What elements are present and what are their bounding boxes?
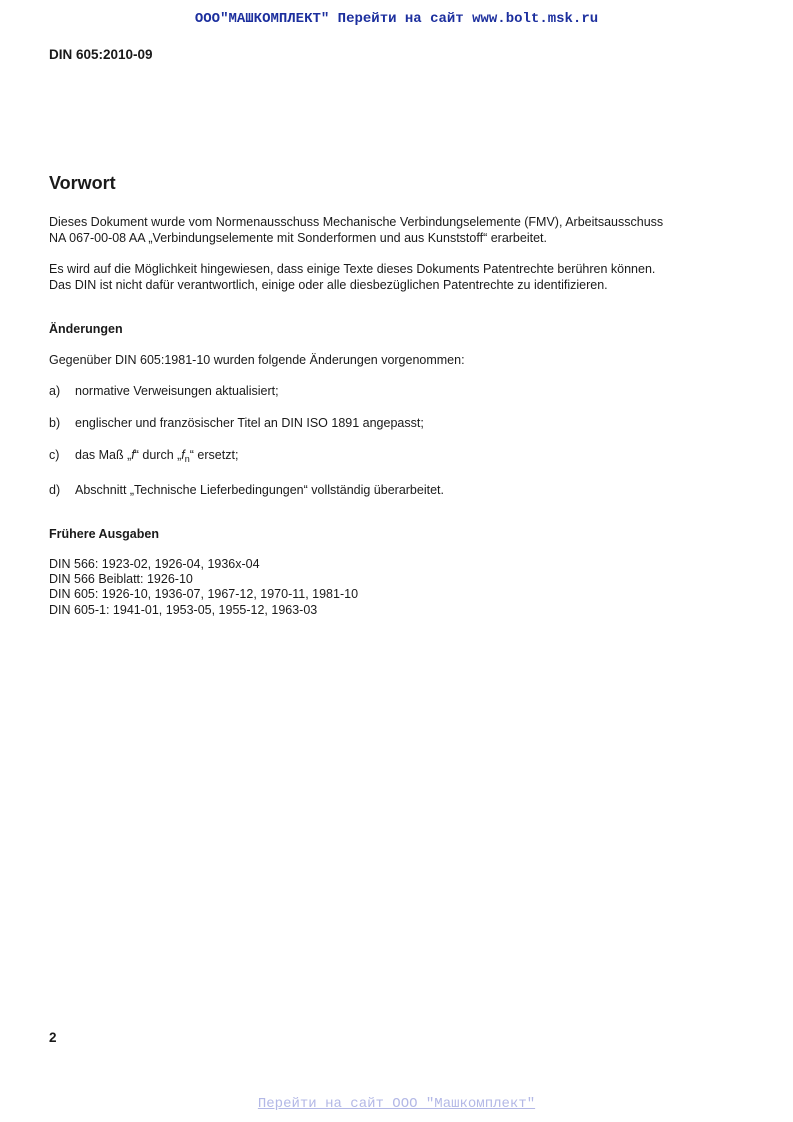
variable-f: f (131, 448, 135, 462)
variable-fn-subscript: n (184, 454, 190, 464)
intro-paragraph-2 (49, 262, 749, 293)
intro-paragraph-1 (49, 215, 749, 246)
change-item-d (49, 483, 444, 497)
change-item-marker: a) (49, 384, 61, 398)
edition-line: DIN 605: 1926-10, 1936-07, 1967-12, 1970-11, 1981-10 (49, 587, 359, 602)
change-item-c (49, 448, 238, 464)
change-item-marker: b) (49, 416, 61, 430)
page-number: 2 (49, 1030, 57, 1045)
changes-intro: Gegenüber DIN 605:1981-10 wurden folgende Änderungen vorgenommen: (49, 353, 465, 367)
earlier-editions-list (49, 557, 358, 618)
change-item-b (49, 416, 424, 430)
change-item-text-after: “ ersetzt; (189, 448, 239, 462)
variable-fn: f (181, 448, 185, 462)
footer-site-link[interactable]: Перейти на сайт ООО "Машкомплект" (257, 1096, 536, 1112)
change-item-text: englischer und französischer Titel an DIN ISO 1891 angepasst; (75, 416, 424, 430)
intro-paragraph-2-line-2: Das DIN ist nicht dafür verantwortlich, einige oder alle diesbezüglichen Patentrechte zu identifizieren. (49, 277, 608, 292)
intro-paragraph-1-line-2: NA 067-00-08 AA „Verbindungselemente mit Sonderformen und aus Kunststoff“ erarbeitet. (49, 230, 547, 245)
document-id: DIN 605:2010-09 (49, 47, 153, 62)
change-item-text-middle: “ durch „ (134, 448, 182, 462)
edition-line: DIN 566: 1923-02, 1926-04, 1936x-04 (49, 557, 260, 571)
change-item-a (49, 384, 279, 398)
change-item-marker: c) (49, 448, 60, 462)
change-item-text: Abschnitt „Technische Lieferbedingungen“ vollständig überarbeitet. (75, 483, 444, 497)
intro-paragraph-2-line-1: Es wird auf die Möglichkeit hingewiesen, dass einige Texte dieses Dokuments Patentrechte berühren können. (49, 262, 656, 276)
changes-heading: Änderungen (49, 322, 123, 336)
earlier-editions-heading: Frühere Ausgaben (49, 527, 159, 541)
edition-line: DIN 566 Beiblatt: 1926-10 (49, 572, 193, 587)
header-site-link[interactable]: ООО"МАШКОМПЛЕКТ" Перейти на сайт www.bolt.msk.ru (194, 11, 599, 27)
section-title: Vorwort (49, 173, 116, 193)
change-item-text: normative Verweisungen aktualisiert; (75, 384, 279, 398)
intro-paragraph-1-line-1: Dieses Dokument wurde vom Normenausschuss Mechanische Verbindungselemente (FMV), Arbeitsausschuss (49, 215, 664, 229)
change-item-marker: d) (49, 483, 61, 497)
change-item-text-before: das Maß „ (75, 448, 132, 462)
edition-line: DIN 605-1: 1941-01, 1953-05, 1955-12, 1963-03 (49, 602, 318, 617)
